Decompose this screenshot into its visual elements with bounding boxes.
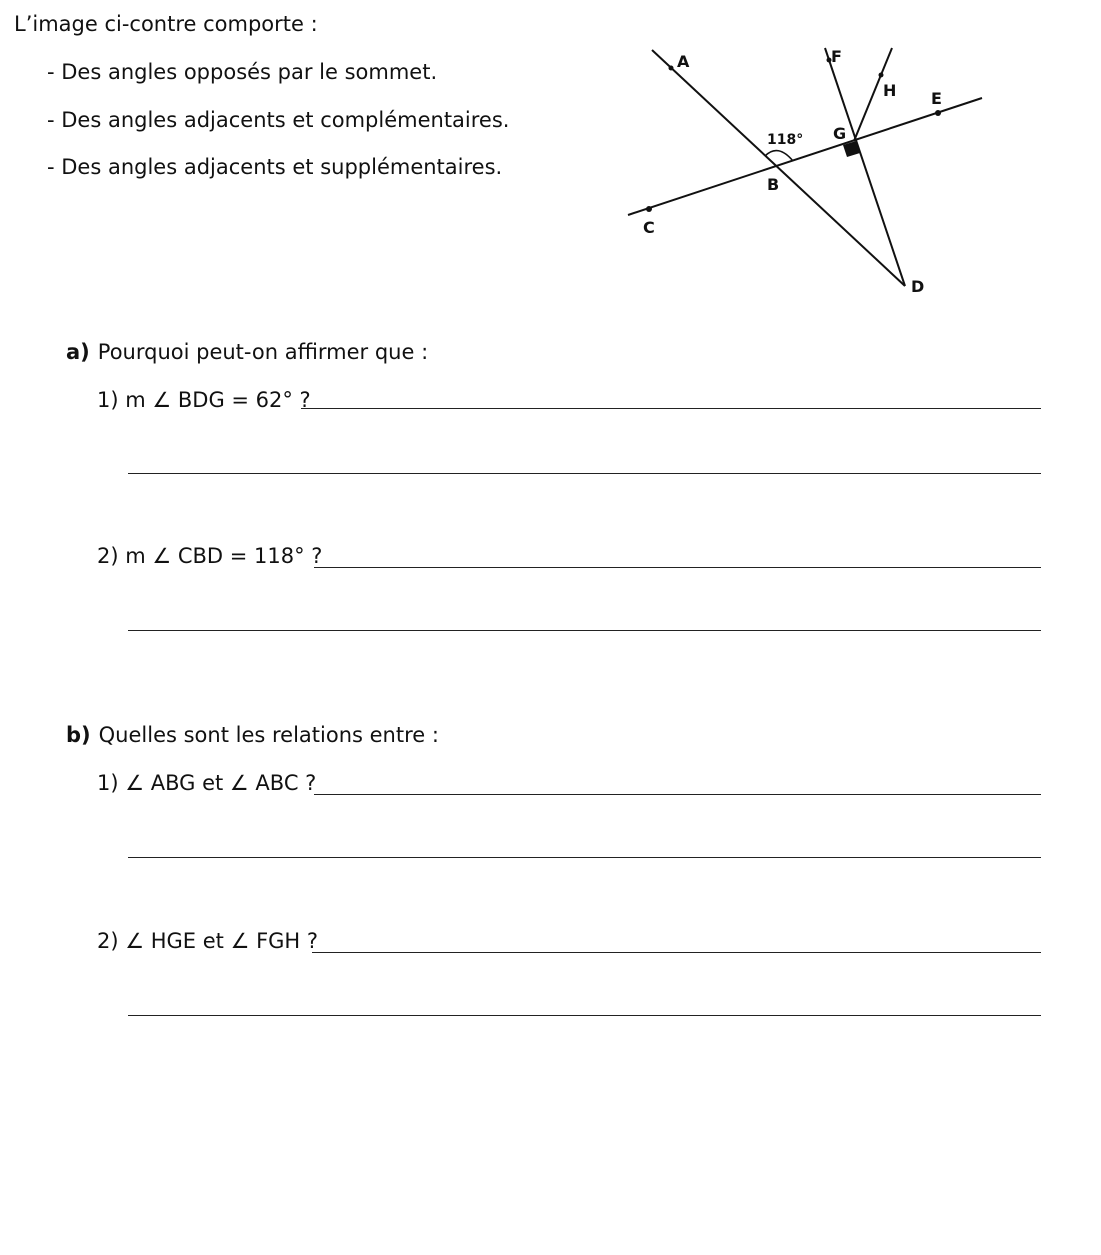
point-label-e: E — [931, 89, 942, 108]
bullet-opposite-angles: - Des angles opposés par le sommet. — [47, 60, 438, 84]
bullet-supplementary-angles: - Des angles adjacents et supplémentaires. — [47, 155, 503, 179]
intro-text: L’image ci-contre comporte : — [14, 12, 318, 36]
point-label-h: H — [883, 81, 897, 100]
answer-line-a2-2[interactable] — [128, 630, 1041, 631]
answer-line-b2-1[interactable] — [312, 952, 1041, 953]
point-label-f: F — [831, 47, 842, 66]
point-e-dot — [935, 110, 941, 116]
answer-line-b1-2[interactable] — [128, 857, 1041, 858]
answer-line-a1-1[interactable] — [301, 408, 1041, 409]
point-label-a: A — [677, 52, 690, 71]
line-ad — [652, 50, 905, 286]
geometry-figure — [0, 0, 1101, 320]
answer-line-a1-2[interactable] — [128, 473, 1041, 474]
section-b — [66, 723, 439, 747]
section-a-title: Pourquoi peut-on affirmer que : — [97, 340, 429, 364]
point-c-dot — [646, 206, 652, 212]
point-h-dot — [879, 73, 884, 78]
section-b-title: Quelles sont les relations entre : — [98, 723, 439, 747]
bullet-complementary-angles: - Des angles adjacents et complémentaires. — [47, 108, 510, 132]
section-b-label: b) — [66, 723, 91, 747]
point-a-dot — [669, 66, 674, 71]
question-b2: 2) ∠ HGE et ∠ FGH ? — [97, 929, 319, 953]
section-a-label: a) — [66, 340, 90, 364]
answer-line-a2-1[interactable] — [314, 567, 1041, 568]
question-a1: 1) m ∠ BDG = 62° ? — [97, 388, 311, 412]
point-label-c: C — [643, 218, 655, 237]
line-ce — [628, 98, 982, 215]
answer-line-b2-2[interactable] — [128, 1015, 1041, 1016]
section-a — [66, 340, 428, 364]
point-label-b: B — [767, 175, 780, 194]
point-label-d: D — [911, 277, 925, 296]
question-b1: 1) ∠ ABG et ∠ ABC ? — [97, 771, 317, 795]
point-label-g: G — [833, 124, 847, 143]
angle-label-118: 118° — [767, 132, 804, 148]
answer-line-b1-1[interactable] — [314, 794, 1041, 795]
question-a2: 2) m ∠ CBD = 118° ? — [97, 544, 323, 568]
